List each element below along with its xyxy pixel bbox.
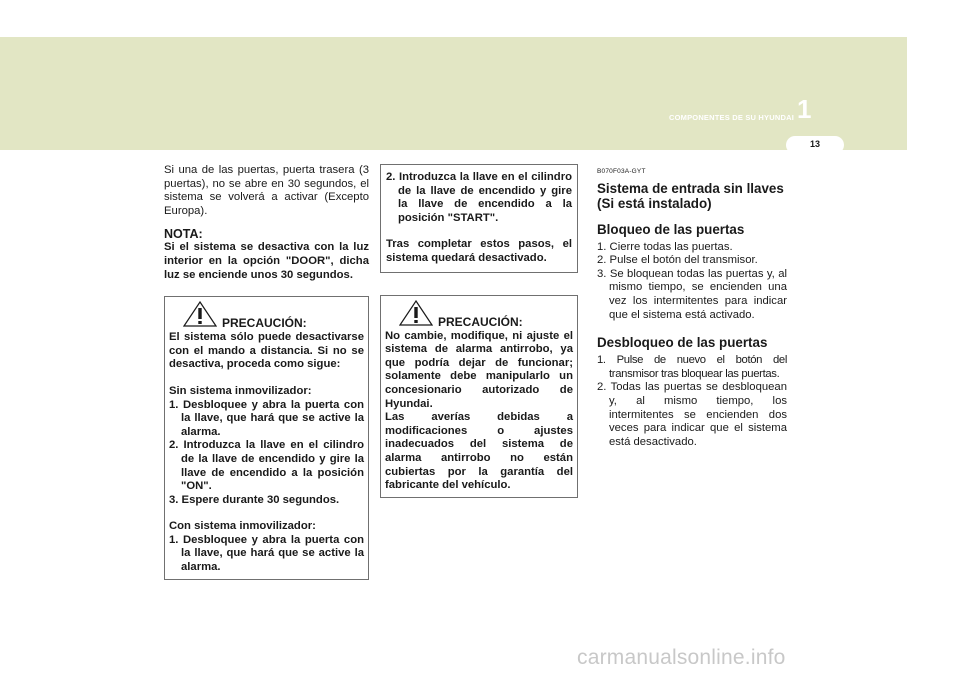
warning-triangle-icon — [399, 300, 433, 326]
unlock-heading: Desbloqueo de las puertas — [597, 335, 768, 351]
list-item: 1. Cierre todas las puertas. — [597, 240, 733, 253]
section-number: 1 — [797, 94, 812, 124]
immobilizer-steps — [169, 534, 364, 575]
nota-title: NOTA: — [164, 227, 203, 242]
list-item: 3. Se bloquean todas las puertas y, al mismo tiempo, se encienden una vez los intermitentes para indicar que el sistema está activado. — [597, 267, 787, 321]
no-immobilizer-steps — [169, 399, 364, 508]
continued-steps-box — [380, 164, 578, 273]
unlock-steps — [597, 354, 787, 449]
caution-header — [169, 301, 364, 331]
column-1 — [164, 164, 369, 580]
list-item: 3. Espere durante 30 segundos. — [169, 493, 340, 506]
section-heading: Sistema de entrada sin llaves (Si está instalado) — [597, 180, 784, 211]
section-label: COMPONENTES DE SU HYUNDAI — [668, 113, 794, 122]
list-item: 1. Pulse de nuevo el botón del transmisor tras bloquear las puertas. — [597, 354, 787, 380]
caution-header — [385, 300, 573, 330]
lock-steps — [597, 241, 787, 323]
caution-box-1 — [164, 296, 369, 580]
list-item: 1. Desbloquee y abra la puerta con la llave, que hará que se active la alarma. — [169, 398, 364, 438]
caution-box-2 — [380, 295, 578, 498]
page-number: 13 — [809, 139, 820, 149]
list-item: 2. Todas las puertas se desbloquean y, al mismo tiempo, los intermitentes se encienden dos veces para indicar que el sistema está desactivado. — [597, 381, 787, 448]
list-item: 2. Introduzca la llave en el cilindro de la llave de encendido y gire la llave de encendido a la posición "START". — [386, 171, 572, 224]
header-band — [0, 37, 907, 150]
list-item: 2. Introduzca la llave en el cilindro de la llave de encendido y gire la llave de encendido a la posición "ON". — [169, 439, 364, 493]
list-item: 1. Desbloquee y abra la puerta con la llave, que hará que se active la alarma. — [169, 533, 364, 574]
lock-heading: Bloqueo de las puertas — [597, 221, 745, 237]
list-item: 2. Pulse el botón del transmisor. — [597, 254, 758, 267]
caution-title: PRECAUCIÓN: — [222, 316, 307, 331]
immobilizer-title: Con sistema inmovilizador: — [169, 520, 316, 533]
caution-title: PRECAUCIÓN: — [438, 314, 523, 329]
warning-triangle-icon — [183, 301, 217, 327]
caution-body: El sistema sólo puede desactivarse con el mando a distancia. Si no se desactiva, proceda como sigue: — [169, 331, 364, 371]
closing-text: Tras completar estos pasos, el sistema quedará desactivado. — [386, 238, 572, 264]
column-3 — [597, 164, 787, 449]
caution-body-2: Las averías debidas a modificaciones o ajustes inadecuados del sistema de alarma antirrobo no están cubiertas por la garantía del fabricante del vehículo. — [385, 411, 573, 492]
caution-body: No cambie, modifique, ni ajuste el sistema de alarma antirrobo, ya que podría dejar de funcionar; solamente debe manipularlo un concesionario autorizado de Hyundai. — [385, 329, 573, 410]
section-code: B070F03A-GYT — [597, 168, 646, 175]
continued-steps — [386, 171, 572, 225]
column-2 — [380, 164, 578, 498]
intro-paragraph: Si una de las puertas, puerta trasera (3 puertas), no se abre en 30 segundos, el sistema se volverá a activar (Excepto Europa). — [164, 164, 369, 217]
no-immobilizer-title: Sin sistema inmovilizador: — [169, 384, 312, 397]
watermark: carmanualsonline.info — [577, 646, 786, 669]
nota-body: Si el sistema se desactiva con la luz interior en la opción "DOOR", dicha luz se enciende unos 30 segundos. — [164, 241, 369, 281]
